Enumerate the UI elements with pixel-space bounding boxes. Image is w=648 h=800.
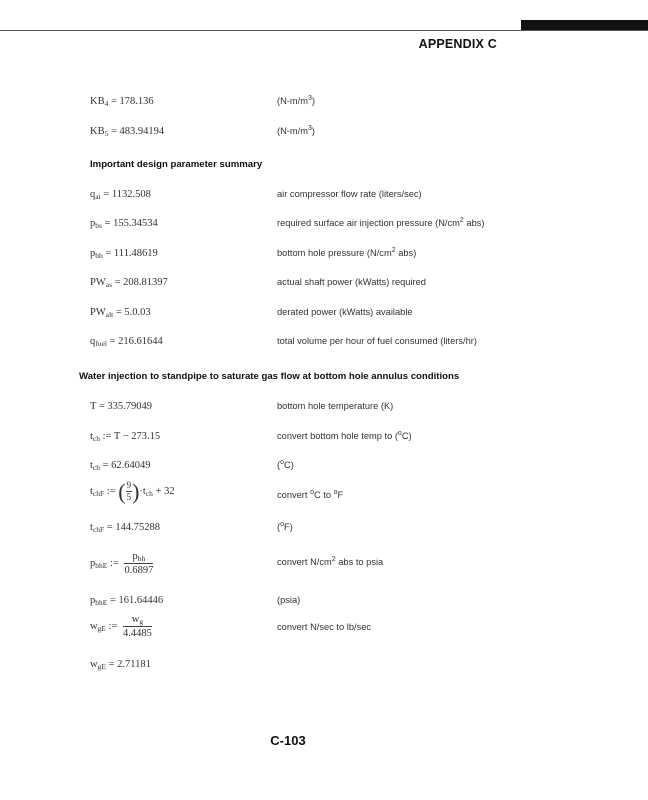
right-paren: ) [132, 478, 140, 504]
equation-tchf-value: tchF = 144.75288 [90, 522, 160, 534]
equation-pwas: PWas = 208.81397 [90, 277, 168, 289]
description-wge-definition: convert N/sec to lb/sec [277, 622, 372, 632]
description-pbhe-value: (psia) [277, 595, 301, 605]
equation-qai: qai = 1132.508 [90, 189, 151, 201]
section-heading-water-injection: Water injection to standpipe to saturate gas flow at bottom hole annulus conditions [79, 371, 460, 382]
equation-kb5: KB5 = 483.94194 [90, 126, 165, 138]
description-tch-definition: convert bottom hole temp to ($^o$C) [277, 430, 412, 441]
header-rule [0, 30, 648, 31]
description-temperature: bottom hole temperature (K) [277, 401, 394, 411]
fraction-weight: $\frac{wg}{4.4485}$ [123, 614, 152, 639]
appendix-title: APPENDIX C [418, 37, 497, 51]
description-kb5: $(N-m/m^3)$ [277, 125, 315, 136]
equation-wge-value: wgE = 2.71181 [90, 659, 151, 671]
description-pwalt: derated power (kWatts) available [277, 307, 413, 317]
description-pwas: actual shaft power (kWatts) required [277, 277, 426, 287]
equation-pbs: pbs = 155.34534 [90, 218, 158, 230]
description-pbh: bottom hole pressure ($N/cm^2$ abs) [277, 247, 417, 258]
description-kb4: $(N-m/m^3)$ [277, 95, 315, 106]
left-paren: ( [118, 478, 126, 504]
equation-pwalt: PWalt = 5.0.03 [90, 307, 151, 319]
equation-pbhe-definition: pbhE := $\frac{\text{pbh}}{0.6897}$ [90, 551, 154, 576]
description-tchf-definition: convert $^o$C to $^o$F [277, 489, 344, 500]
description-pbhe-definition: convert $N/cm^2$ abs to psia [277, 556, 384, 567]
description-qfuel: total volume per hour of fuel consumed (liters/hr) [277, 336, 477, 346]
equation-tch-value: tch = 62.64049 [90, 460, 151, 472]
page-number: C-103 [270, 733, 306, 748]
description-qai: air compressor flow rate (liters/sec) [277, 189, 422, 199]
fraction-nine-fifths: $\frac{9}{5}$ [126, 480, 132, 502]
equation-temperature: T = 335.79049 [90, 401, 153, 412]
fraction-pressure: $\frac{\text{pbh}}{0.6897}$ [124, 551, 154, 576]
description-tch-value: ($^o$C) [277, 459, 294, 470]
equation-tch-definition: tch := T − 273.15 [90, 431, 161, 443]
equation-tchf-definition: tchF := ( $\frac{9}{5}$ )·tch + 32 [90, 478, 175, 504]
section-heading-summary: Important design parameter summary [90, 159, 263, 170]
equation-qfuel: qfuel = 216.61644 [90, 336, 163, 348]
equation-pbhe-value: pbhE = 161.64446 [90, 595, 164, 607]
equation-wge-definition: wgE := $\frac{wg}{4.4485}$ [90, 614, 152, 639]
equation-kb4: KB4 = 178.136 [90, 96, 154, 108]
description-tchf-value: ($^o$F) [277, 521, 293, 532]
equation-pbh: pbh = 111.48619 [90, 248, 158, 260]
description-pbs: required surface air injection pressure ($N/cm^2$ abs) [277, 217, 485, 228]
